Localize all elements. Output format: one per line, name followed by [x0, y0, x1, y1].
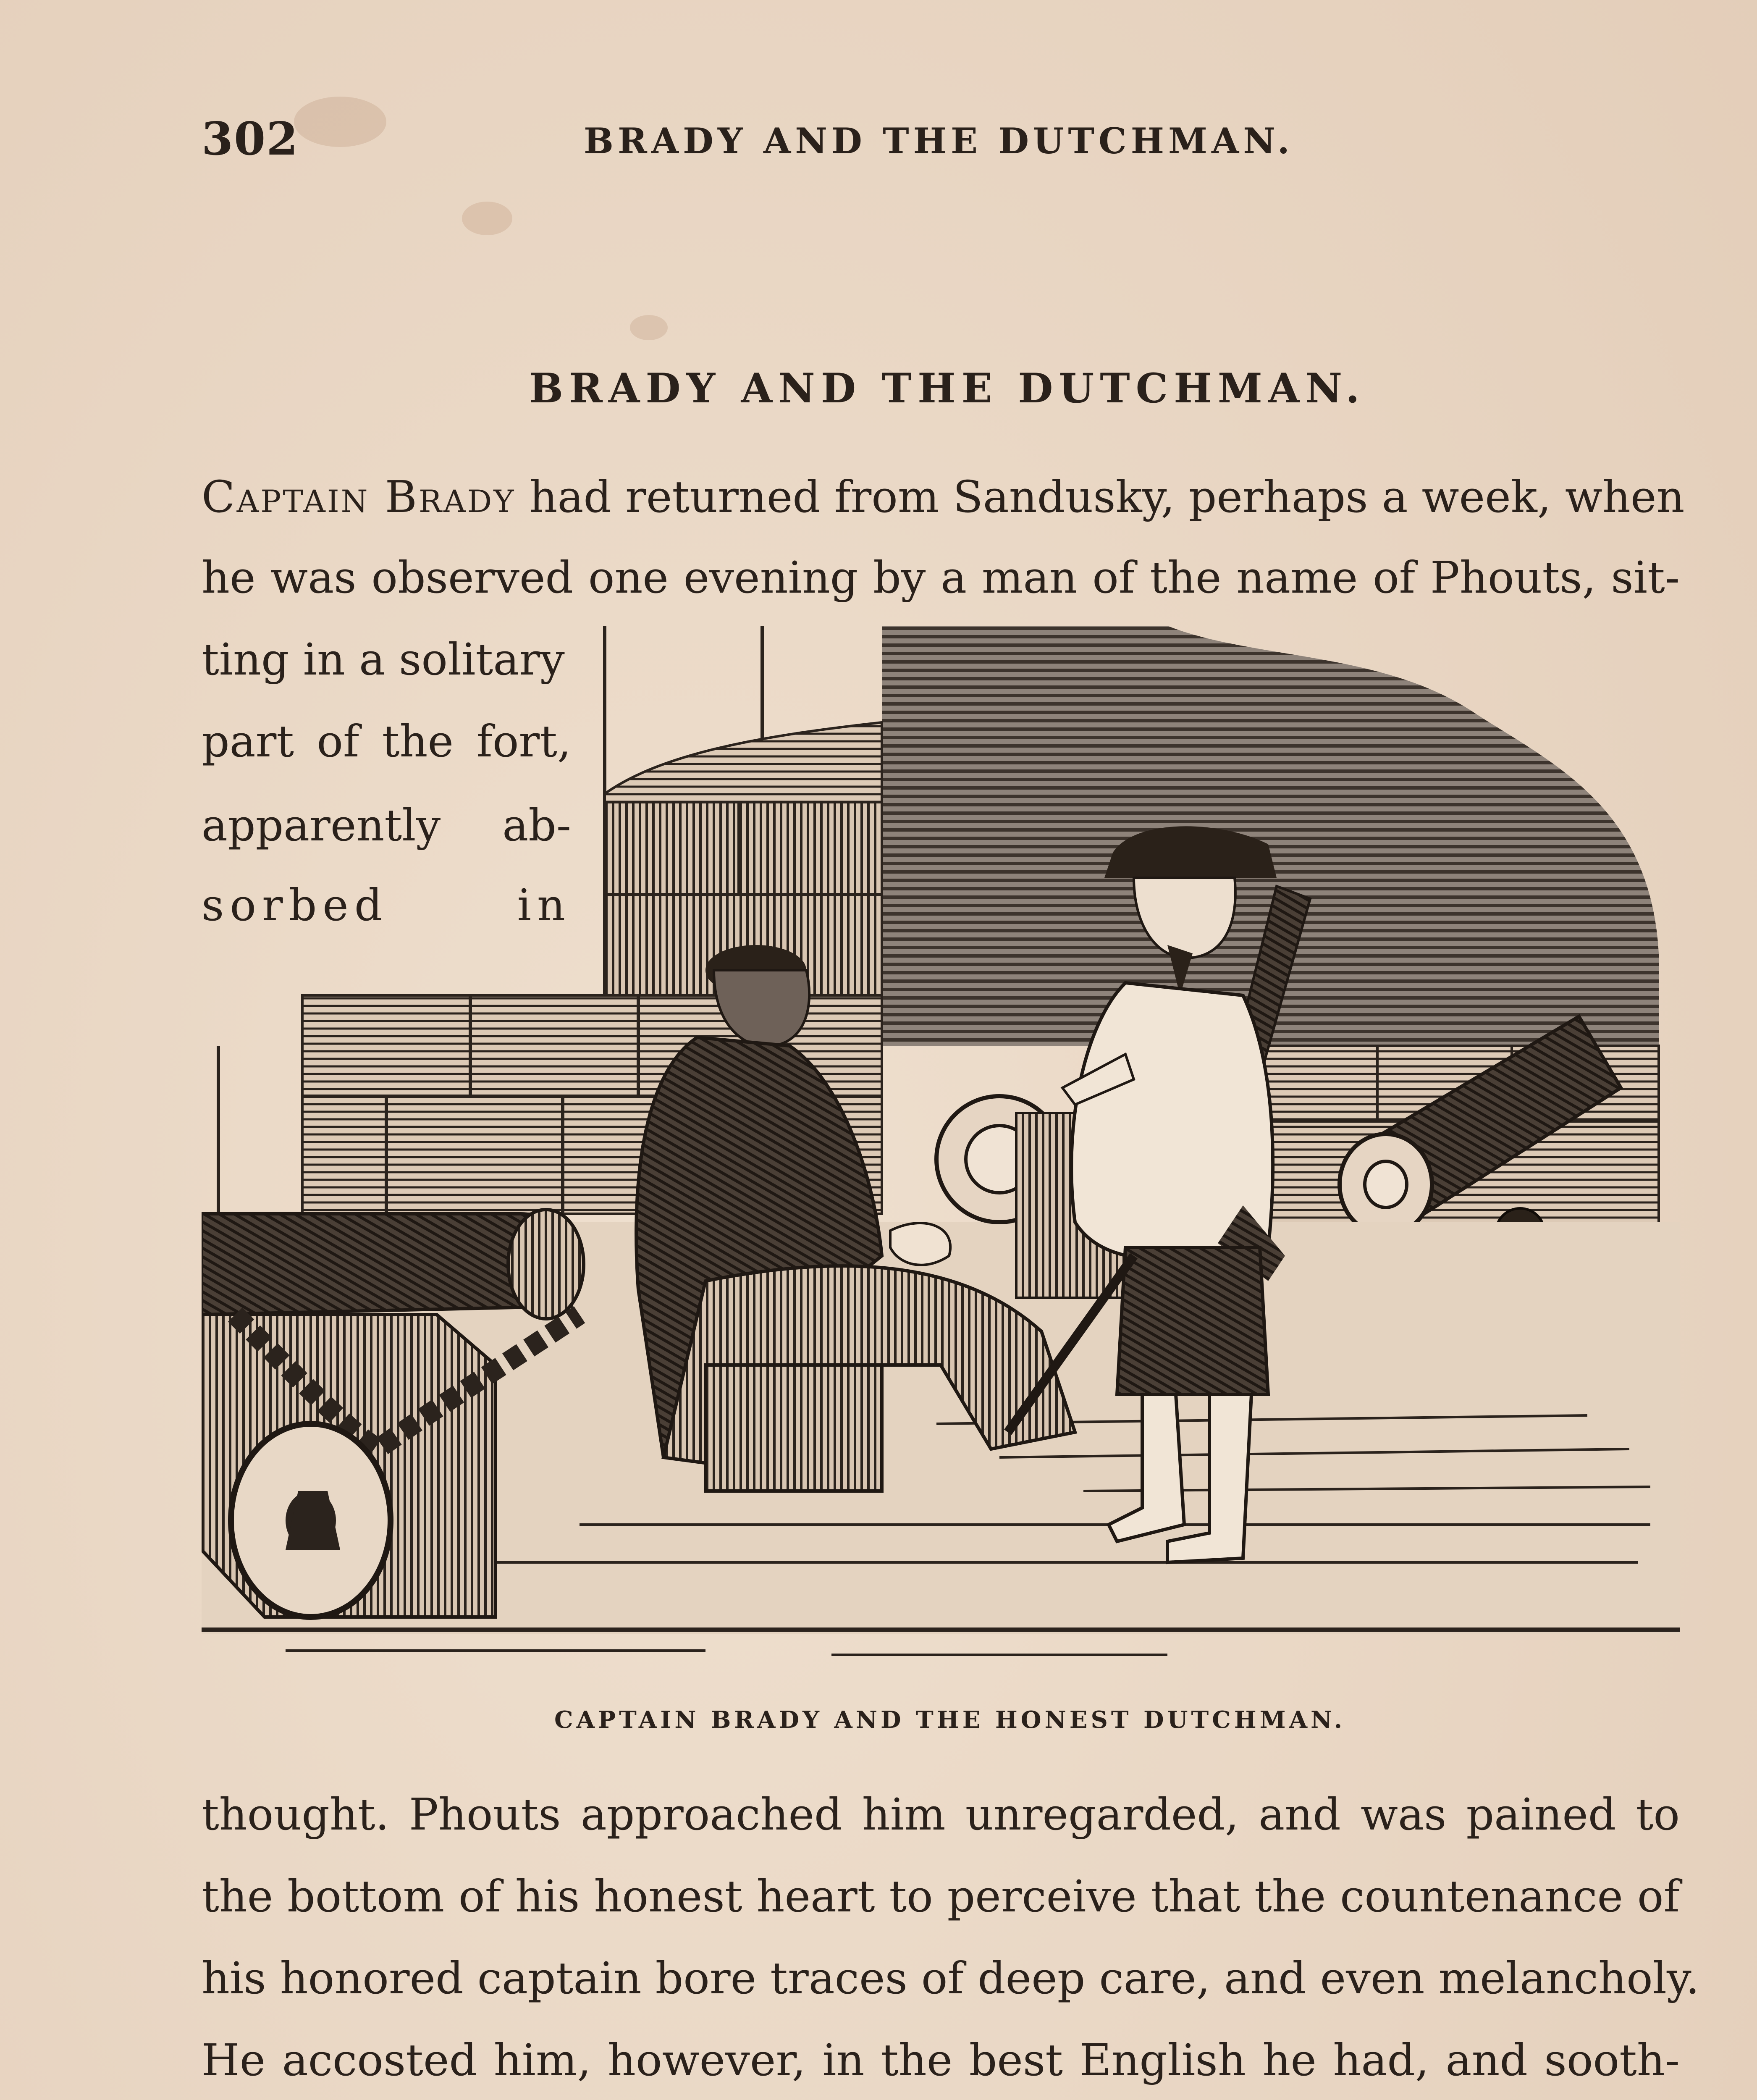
text-line: sorbed in [202, 879, 571, 931]
text-line: thought. Phouts approached him unregarded, and was pained to [202, 1789, 1680, 1840]
engraving-illustration [202, 626, 1680, 1701]
page-number: 302 [202, 113, 299, 165]
text-line: He accosted him, however, in the best English he had, and sooth- [202, 2034, 1680, 2086]
running-head: BRADY AND THE DUTCHMAN. [584, 120, 1294, 162]
illustration-caption: CAPTAIN BRADY AND THE HONEST DUTCHMAN. [554, 1706, 1346, 1734]
page-header [202, 113, 1680, 171]
section-title: BRADY AND THE DUTCHMAN. [529, 365, 1366, 412]
text-line: ting in a solitary [202, 634, 565, 685]
text-line: his honored captain bore traces of deep care, and even melancholy. [202, 1953, 1700, 2004]
drop-smallcaps: Captain Brady [202, 471, 516, 522]
text-line: the bottom of his honest heart to perceive that the countenance of [202, 1871, 1680, 1922]
text-line: he was observed one evening by a man of the name of Phouts, sit- [202, 552, 1680, 603]
text-line: Captain Brady had returned from Sandusky, perhaps a week, when [202, 471, 1685, 522]
text-line: part of the fort, [202, 716, 571, 767]
text-line: apparently ab- [202, 800, 571, 851]
